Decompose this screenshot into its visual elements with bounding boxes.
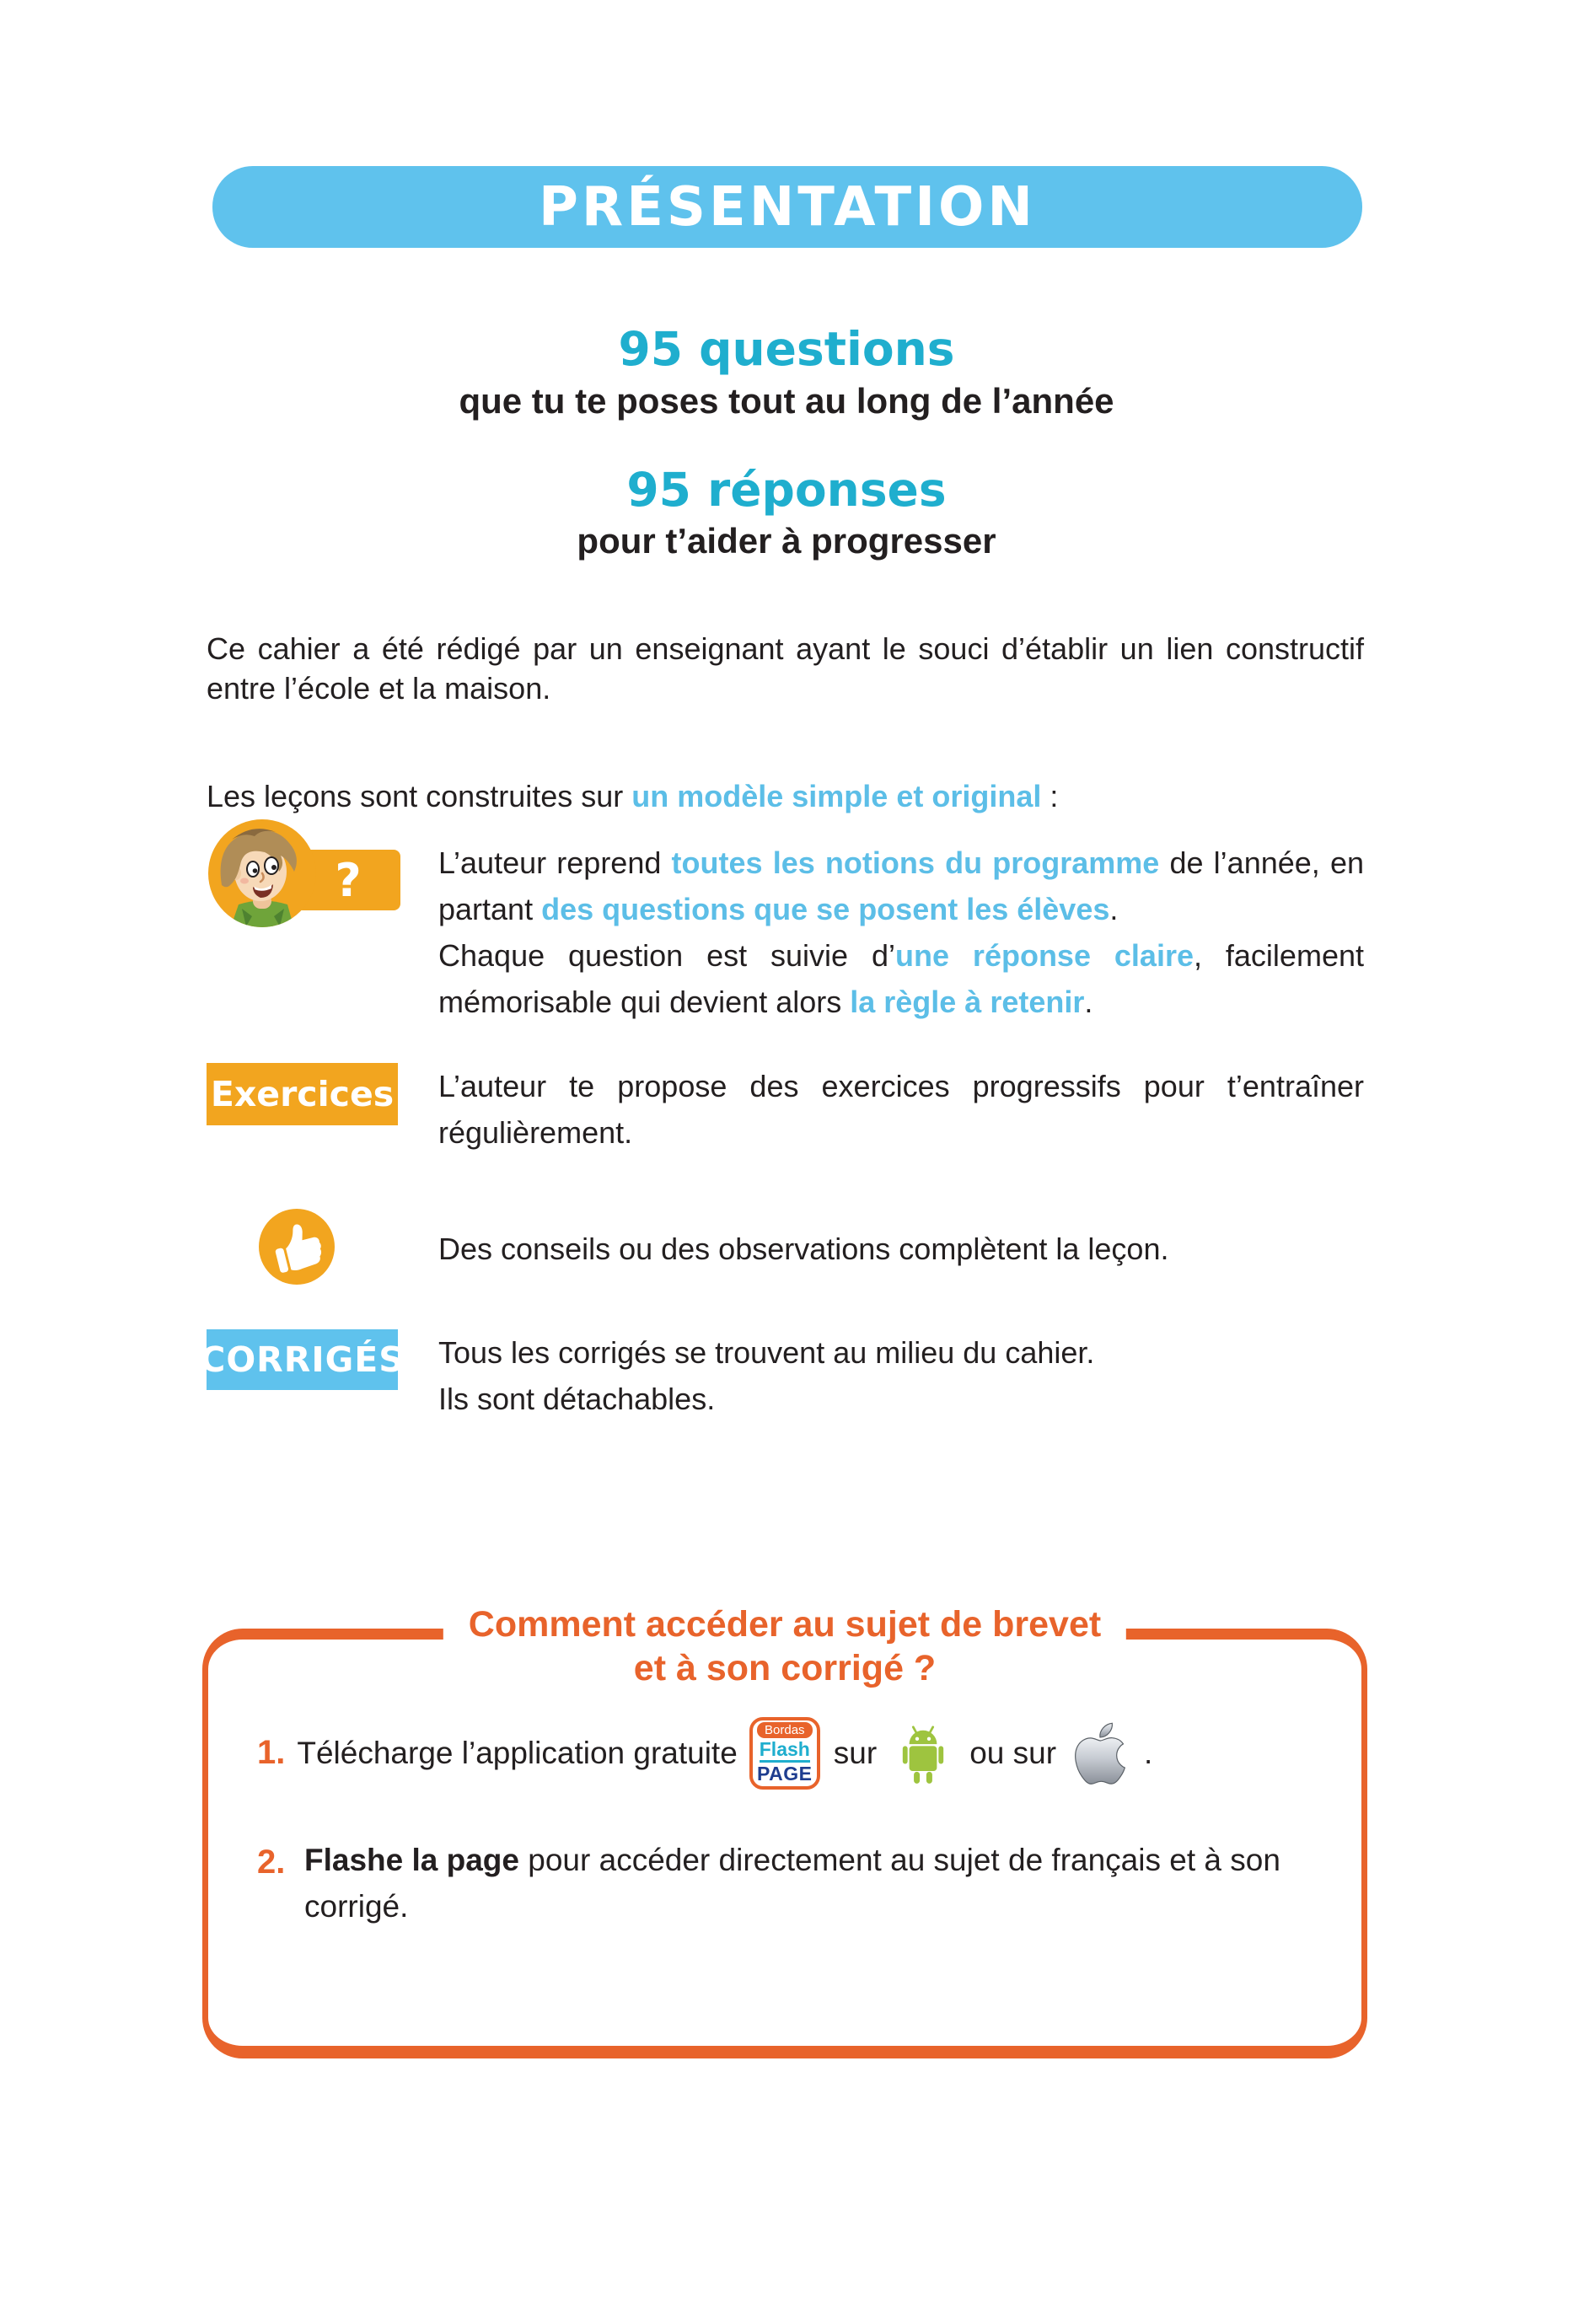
feature-corriges-text — [438, 1329, 1364, 1422]
step-1 — [257, 1717, 1311, 1790]
feature-exercices-paragraph: L’auteur te propose des exercices progressifs pour t’entraîner régulièrement. — [438, 1069, 1364, 1151]
feature-conseils-paragraph: Des conseils ou des observations complètent la leçon. — [438, 1231, 1169, 1266]
feature-exercices — [207, 1063, 1364, 1156]
step-1-ou-sur: ou sur — [969, 1735, 1057, 1770]
feature-questions-icons — [207, 840, 438, 958]
step-2-number: 2. — [257, 1843, 286, 1881]
boy-question-avatar-icon — [207, 818, 318, 929]
step-1-text: Télécharge l’application gratuite — [297, 1735, 738, 1770]
question-mark-glyph: ? — [335, 853, 362, 907]
headings-block — [0, 324, 1573, 563]
feature-corriges-paragraph-2: Ils sont détachables. — [438, 1381, 716, 1416]
flashpage-logo-bordas: Bordas — [757, 1722, 813, 1738]
feature-conseils-text — [438, 1226, 1364, 1272]
intro-paragraph: Ce cahier a été rédigé par un enseignant ayant le souci d’établir un lien constructif entre l’école et la maison. — [207, 631, 1364, 706]
flashpage-logo-page: PAGE — [757, 1762, 813, 1785]
heading-95-reponses: 95 réponses — [626, 462, 947, 517]
thumbs-up-icon — [259, 1209, 335, 1285]
bordas-flashpage-logo — [749, 1717, 820, 1790]
feature-corriges — [200, 1329, 1364, 1422]
feature-corriges-paragraph-1: Tous les corrigés se trouvent au milieu du cahier. — [438, 1334, 1095, 1370]
step-2-bold-text: Flashe la page — [304, 1842, 519, 1877]
feature-questions-text — [438, 840, 1364, 1025]
step-1-number: 1. — [257, 1734, 286, 1772]
exercices-badge-label: Exercices — [210, 1074, 395, 1115]
apple-icon — [1070, 1721, 1130, 1785]
exercices-badge — [207, 1063, 398, 1125]
presentation-banner — [212, 166, 1362, 248]
flashpage-logo-flash: Flash — [760, 1738, 810, 1763]
brevet-box-title-line1: Comment accéder au sujet de brevet — [468, 1603, 1102, 1645]
feature-questions-paragraph-2: Chaque question est suivie d’une réponse claire, facilement mémorisable qui devient alors la règle à retenir. — [438, 938, 1364, 1020]
subheading-questions: que tu te poses tout au long de l’année — [459, 380, 1114, 421]
android-icon — [890, 1719, 956, 1788]
brevet-box-title-line2: et à son corrigé ? — [633, 1648, 937, 1689]
step-2 — [257, 1837, 1311, 1930]
page-title: PRÉSENTATION — [539, 175, 1036, 239]
feature-questions — [207, 840, 1364, 1025]
brevet-access-box — [202, 1603, 1367, 2058]
heading-95-questions: 95 questions — [618, 322, 955, 376]
step-1-sur: sur — [833, 1735, 878, 1770]
feature-questions-paragraph-1: L’auteur reprend toutes les notions du programme de l’année, en partant des questions que se posent les élèves. — [438, 845, 1365, 927]
subheading-reponses: pour t’aider à progresser — [577, 521, 996, 561]
presentation-page — [0, 166, 1573, 2324]
step-2-rest-text: pour accéder directement au sujet de français et à son corrigé. — [304, 1842, 1280, 1924]
corriges-badge — [200, 1329, 405, 1390]
step-1-period: . — [1144, 1735, 1153, 1770]
lead-line: Les leçons sont construites sur un modèle simple et original : — [207, 779, 1059, 814]
feature-exercices-text — [438, 1063, 1364, 1156]
brevet-box-title — [443, 1602, 1126, 1691]
corriges-badge-label: CORRIGÉS — [200, 1339, 405, 1380]
feature-conseils — [207, 1209, 1364, 1289]
